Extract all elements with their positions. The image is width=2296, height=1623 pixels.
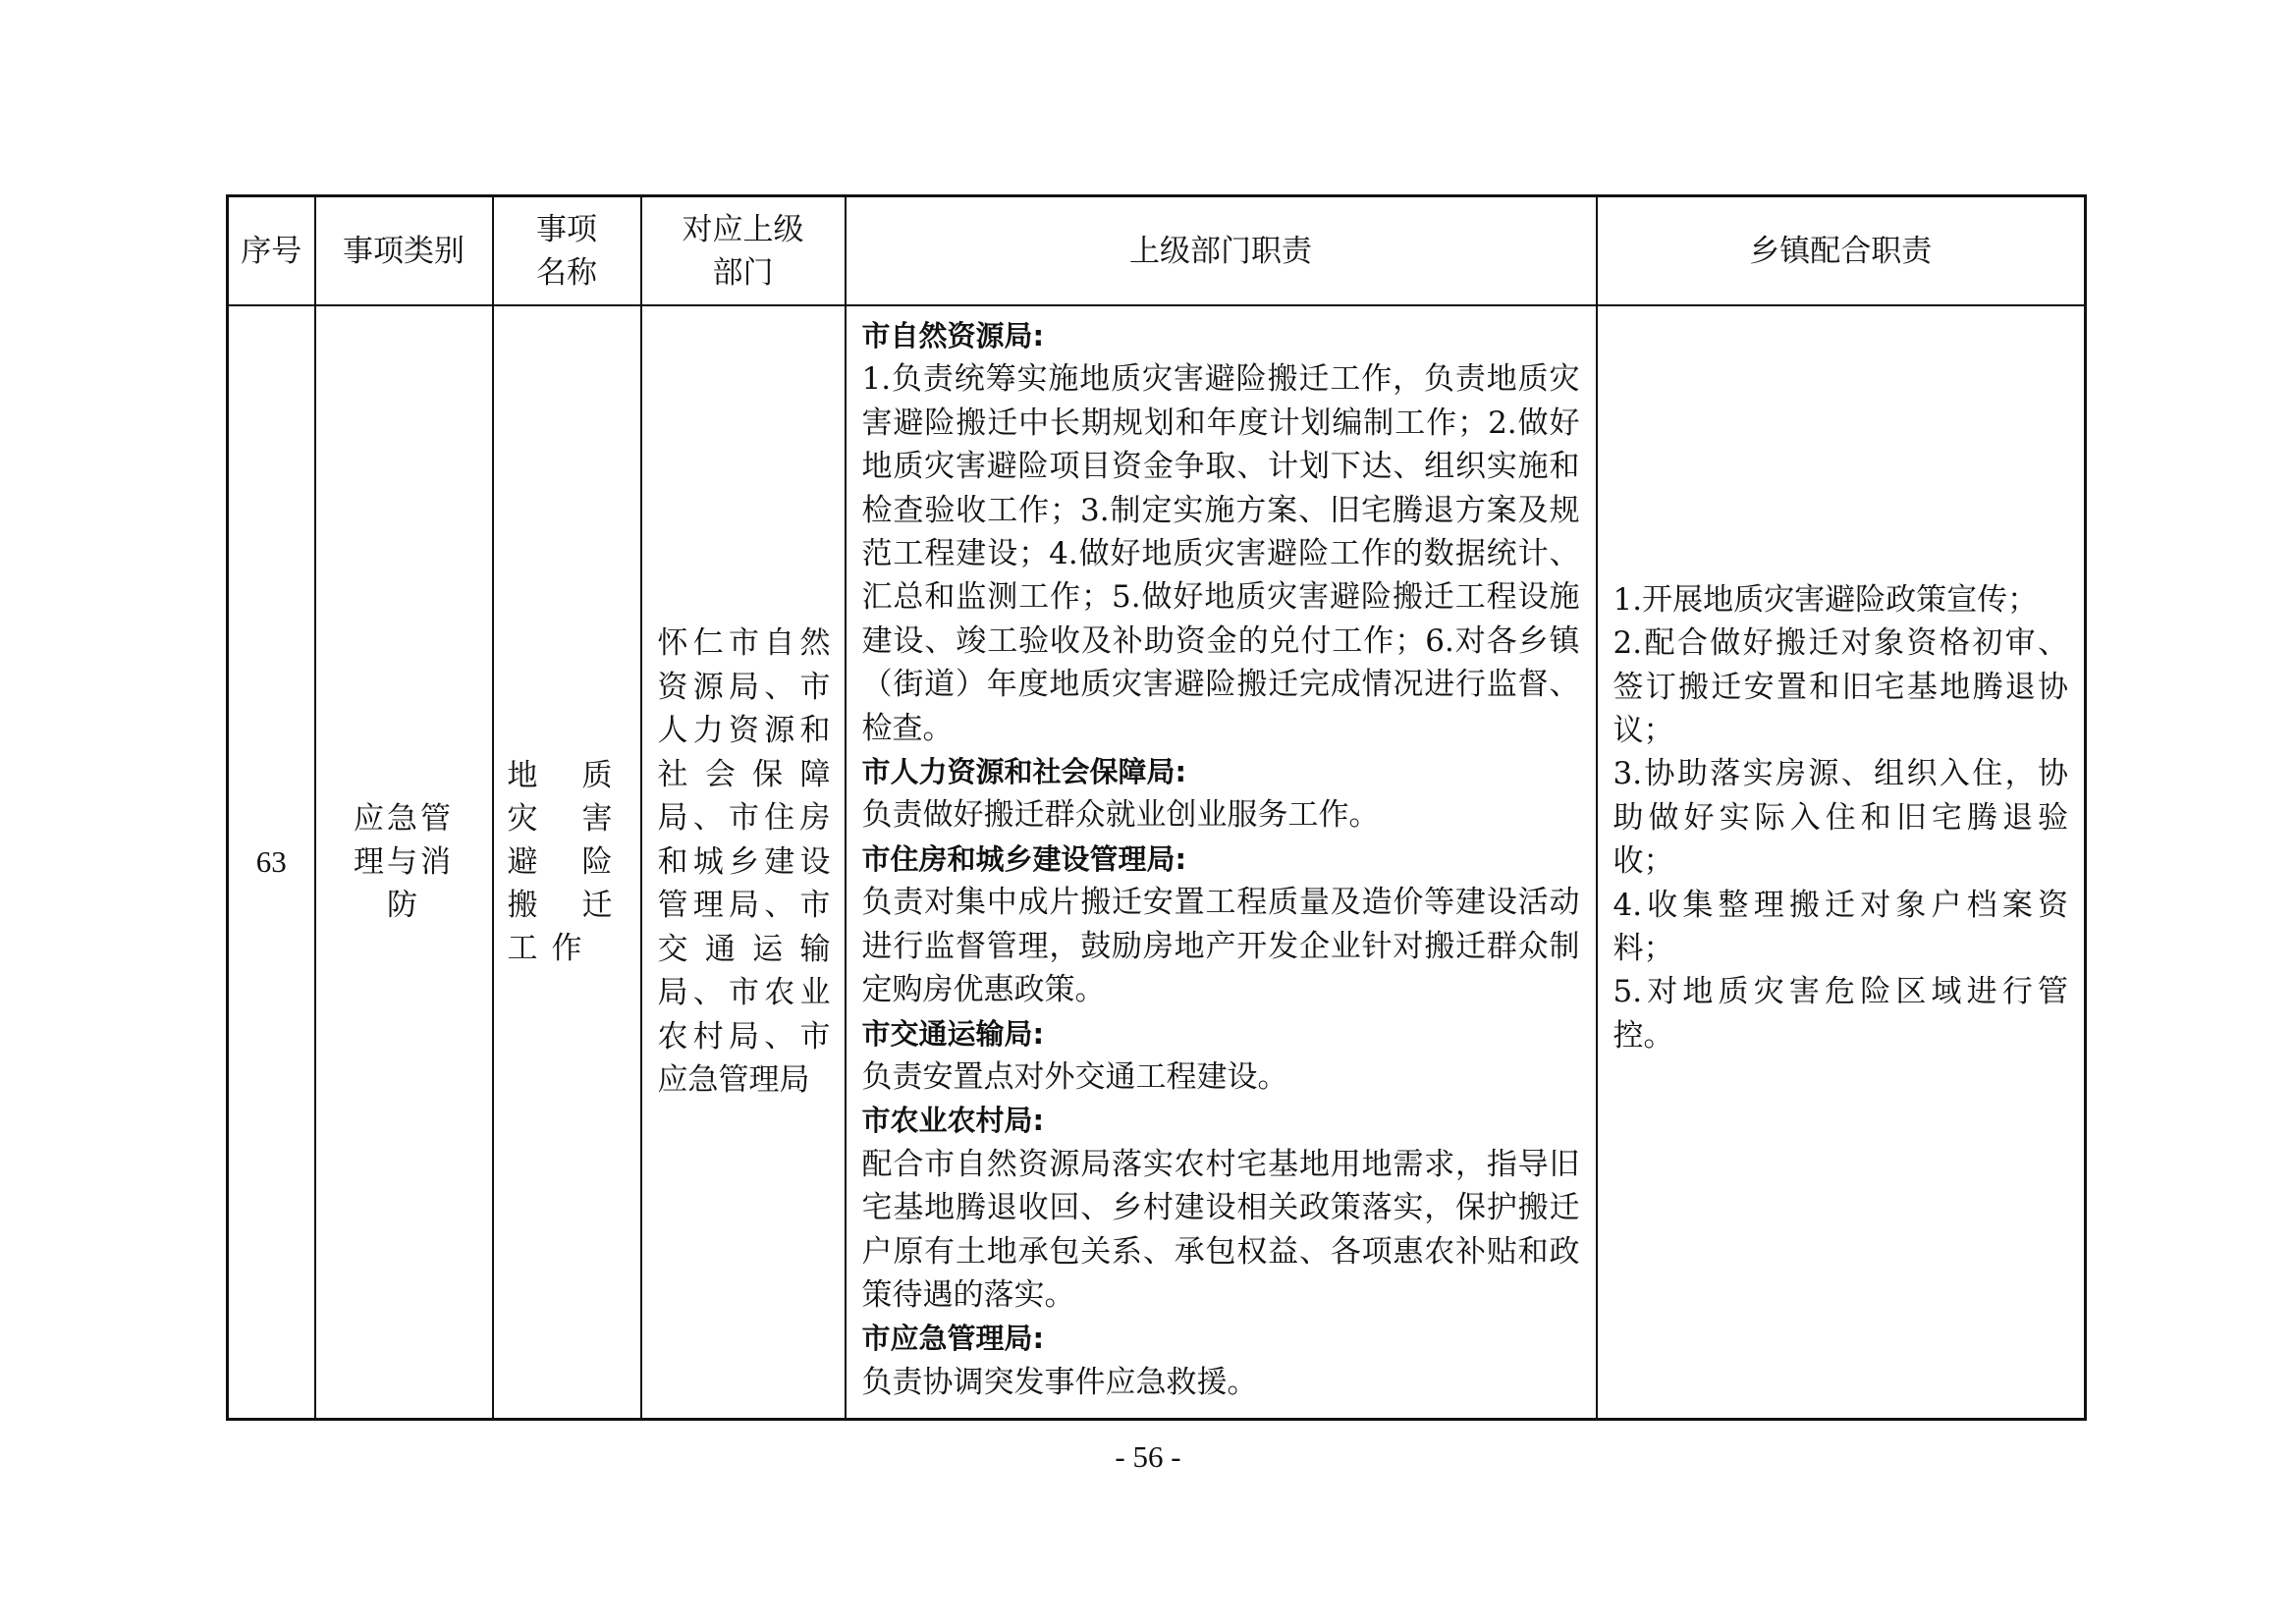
table-header-row <box>228 196 2086 306</box>
town-duty-item: 3.协助落实房源、组织入住，协助做好实际入住和旧宅腾退验收； <box>1613 756 2068 880</box>
cell-upper-dept: 怀仁市自然资源局、市人力资源和社会保障局、市住房和城乡建设管理局、市交通运输局、市农业农村局、市应急管理局 <box>641 305 846 1420</box>
duty-dept-heading: 市自然资源局: <box>861 319 1045 352</box>
cell-item-name: 地质灾害避险搬迁工作 <box>493 305 641 1420</box>
header-item-name: 事项名称 <box>493 196 641 306</box>
header-upper-duty: 上级部门职责 <box>846 196 1597 306</box>
header-seq: 序号 <box>228 196 315 306</box>
duty-text: 负责做好搬迁群众就业创业服务工作。 <box>861 797 1380 834</box>
duty-dept-heading: 市交通运输局: <box>861 1016 1045 1051</box>
duty-dept-heading: 市人力资源和社会保障局: <box>861 755 1187 789</box>
cell-upper-duty <box>846 305 1597 1420</box>
cell-town-duty <box>1597 305 2086 1420</box>
duty-text: 负责对集中成片搬迁安置工程质量及造价等建设活动进行监督管理，鼓励房地产开发企业针对搬迁群众制定购房优惠政策。 <box>861 885 1580 1008</box>
duty-dept-heading: 市农业农村局: <box>861 1104 1045 1138</box>
page-number: - 56 - <box>1115 1439 1181 1474</box>
duty-dept-heading: 市住房和城乡建设管理局: <box>861 841 1187 876</box>
header-category: 事项类别 <box>315 196 493 306</box>
header-upper-dept: 对应上级部门 <box>641 196 846 306</box>
table-row <box>228 305 2086 1420</box>
duty-text: 负责安置点对外交通工程建设。 <box>861 1058 1288 1095</box>
duty-text: 负责协调突发事件应急救援。 <box>861 1364 1258 1400</box>
duty-text: 1.负责统筹实施地质灾害避险搬迁工作，负责地质灾害避险搬迁中长期规划和年度计划编制工作；2.做好地质灾害避险项目资金争取、计划下达、组织实施和检查验收工作；3.制定实施方案、旧宅腾退方案及规范工程建设；4.做好地质灾害避险工作的数据统计、汇总和监测工作；5.做好地质灾害避险搬迁工程设施建设、竣工验收及补助资金的兑付工作；6.对各乡镇（街道）年度地质灾害避险搬迁完成情况进行监督、检查。 <box>861 361 1580 746</box>
duty-dept-heading: 市应急管理局: <box>861 1322 1045 1356</box>
town-duty-item: 4.收集整理搬迁对象户档案资料； <box>1613 887 2068 967</box>
duty-text: 配合市自然资源局落实农村宅基地用地需求，指导旧宅基地腾退收回、乡村建设相关政策落实，保护搬迁户原有土地承包关系、承包权益、各项惠农补贴和政策待遇的落实。 <box>861 1146 1580 1313</box>
cell-seq: 63 <box>228 305 315 1420</box>
town-duty-item: 5.对地质灾害危险区域进行管控。 <box>1613 974 2068 1054</box>
responsibility-table <box>226 194 2087 1421</box>
header-town-duty: 乡镇配合职责 <box>1597 196 2086 306</box>
town-duty-item: 2.配合做好搬迁对象资格初审、签订搬迁安置和旧宅基地腾退协议； <box>1613 625 2068 748</box>
cell-category: 应急管理与消防 <box>315 305 493 1420</box>
town-duty-item: 1.开展地质灾害避险政策宣传； <box>1613 581 2039 618</box>
